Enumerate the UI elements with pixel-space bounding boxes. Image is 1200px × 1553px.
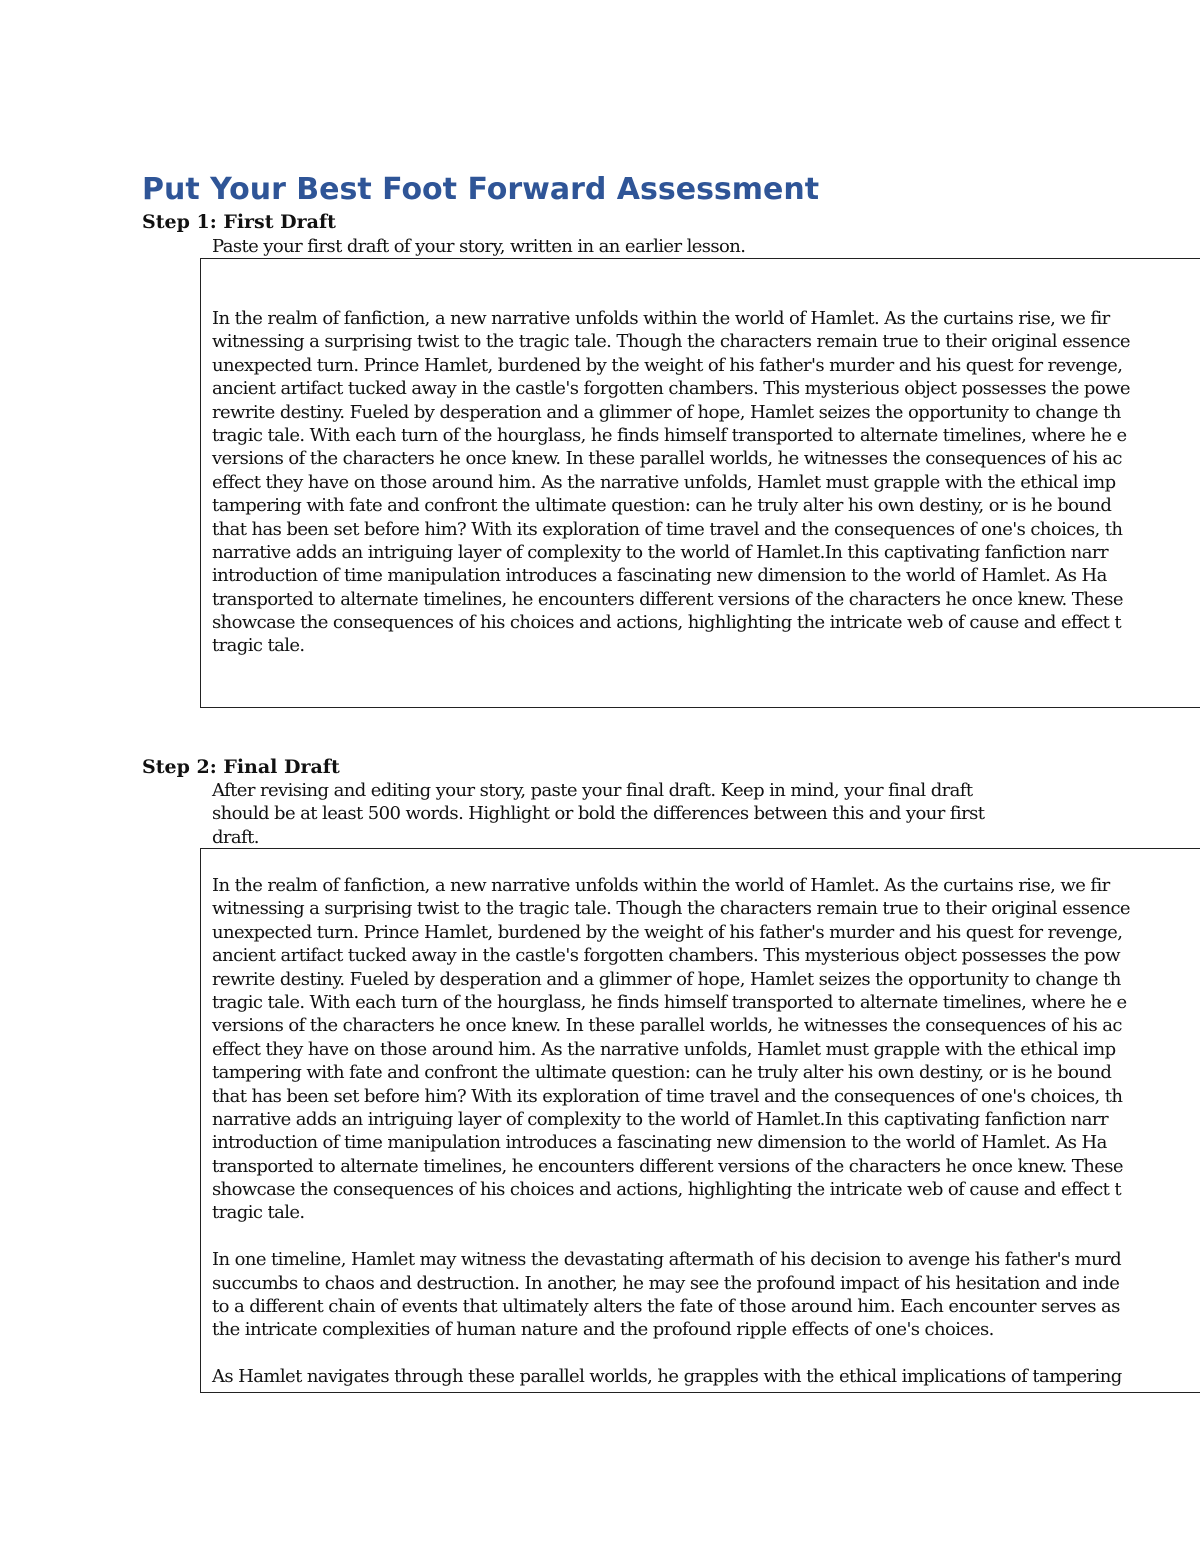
- draft-line: ancient artifact tucked away in the castle's forgotten chambers. This mysterious object possesses the pow: [212, 945, 1120, 967]
- final-draft-text: [201, 849, 1200, 1389]
- draft-line: showcase the consequences of his choices and actions, highlighting the intricate web of cause and effect t: [212, 612, 1122, 634]
- draft-line: tragic tale.: [212, 635, 305, 657]
- draft-line: tragic tale.: [212, 1202, 305, 1224]
- draft-line: tragic tale. With each turn of the hourglass, he finds himself transported to alternate timelines, where he e: [212, 424, 1127, 446]
- first-draft-text: [201, 259, 1200, 658]
- instruction-line: draft.: [212, 826, 259, 848]
- draft-line: narrative adds an intriguing layer of complexity to the world of Hamlet.In this captivating fanfiction narr: [212, 541, 1108, 563]
- document-title: Put Your Best Foot Forward Assessment: [142, 172, 820, 207]
- draft-line: tragic tale. With each turn of the hourglass, he finds himself transported to alternate timelines, where he e: [212, 991, 1127, 1013]
- first-draft-box[interactable]: [200, 258, 1200, 708]
- draft-line: effect they have on those around him. As the narrative unfolds, Hamlet must grapple with the ethical imp: [212, 471, 1116, 493]
- draft-line: to a different chain of events that ultimately alters the fate of those around him. Each encounter serves as: [212, 1296, 1120, 1318]
- step2-instruction: [212, 779, 984, 849]
- draft-line: rewrite destiny. Fueled by desperation and a glimmer of hope, Hamlet seizes the opportunity to change th: [212, 401, 1121, 423]
- draft-line: succumbs to chaos and destruction. In another, he may see the profound impact of his hesitation and inde: [212, 1272, 1120, 1294]
- draft-line: ancient artifact tucked away in the castle's forgotten chambers. This mysterious object possesses the powe: [212, 378, 1130, 400]
- draft-line: narrative adds an intriguing layer of complexity to the world of Hamlet.In this captivating fanfiction narr: [212, 1108, 1108, 1130]
- draft-line: In the realm of fanfiction, a new narrative unfolds within the world of Hamlet. As the curtains rise, we fir: [212, 308, 1110, 329]
- draft-line: versions of the characters he once knew. In these parallel worlds, he witnesses the consequences of his ac: [212, 448, 1122, 470]
- draft-line: tampering with fate and confront the ultimate question: can he truly alter his own destiny, or is he bound: [212, 1062, 1112, 1084]
- draft-line: In the realm of fanfiction, a new narrative unfolds within the world of Hamlet. As the curtains rise, we fir: [212, 875, 1110, 896]
- draft-line: transported to alternate timelines, he encounters different versions of the characters he once knew. These: [212, 1155, 1123, 1177]
- paragraph-gap: [212, 1225, 1200, 1248]
- draft-line: rewrite destiny. Fueled by desperation and a glimmer of hope, Hamlet seizes the opportunity to change th: [212, 968, 1121, 990]
- draft-line: versions of the characters he once knew. In these parallel worlds, he witnesses the consequences of his ac: [212, 1015, 1122, 1037]
- draft-line: In one timeline, Hamlet may witness the devastating aftermath of his decision to avenge his father's murd: [212, 1249, 1122, 1271]
- draft-line: unexpected turn. Prince Hamlet, burdened by the weight of his father's murder and his quest for revenge,: [212, 354, 1123, 376]
- draft-line: showcase the consequences of his choices and actions, highlighting the intricate web of cause and effect t: [212, 1179, 1122, 1201]
- step1-instruction: Paste your first draft of your story, written in an earlier lesson.: [212, 236, 746, 257]
- draft-line: that has been set before him? With its exploration of time travel and the consequences of one's choices, th: [212, 1085, 1123, 1107]
- draft-line: tampering with fate and confront the ultimate question: can he truly alter his own destiny, or is he bound: [212, 495, 1112, 517]
- step1-heading: Step 1: First Draft: [142, 211, 336, 233]
- instruction-line: After revising and editing your story, paste your final draft. Keep in mind, your final draft: [212, 780, 973, 801]
- instruction-line: should be at least 500 words. Highlight or bold the differences between this and your first: [212, 803, 985, 825]
- draft-line: As Hamlet navigates through these parallel worlds, he grapples with the ethical implications of tampering: [212, 1366, 1122, 1388]
- step2-heading: Step 2: Final Draft: [142, 756, 340, 778]
- draft-line: witnessing a surprising twist to the tragic tale. Though the characters remain true to their original essence: [212, 898, 1130, 920]
- paragraph-gap: [212, 1342, 1200, 1365]
- draft-line: that has been set before him? With its exploration of time travel and the consequences of one's choices, th: [212, 518, 1123, 540]
- draft-line: the intricate complexities of human nature and the profound ripple effects of one's choices.: [212, 1319, 994, 1341]
- draft-line: effect they have on those around him. As the narrative unfolds, Hamlet must grapple with the ethical imp: [212, 1038, 1116, 1060]
- draft-line: transported to alternate timelines, he encounters different versions of the characters he once knew. These: [212, 588, 1123, 610]
- draft-line: witnessing a surprising twist to the tragic tale. Though the characters remain true to their original essence: [212, 331, 1130, 353]
- draft-line: introduction of time manipulation introduces a fascinating new dimension to the world of Hamlet. As Ha: [212, 1132, 1107, 1154]
- draft-line: unexpected turn. Prince Hamlet, burdened by the weight of his father's murder and his quest for revenge,: [212, 921, 1123, 943]
- final-draft-box[interactable]: [200, 848, 1200, 1393]
- draft-line: introduction of time manipulation introduces a fascinating new dimension to the world of Hamlet. As Ha: [212, 565, 1107, 587]
